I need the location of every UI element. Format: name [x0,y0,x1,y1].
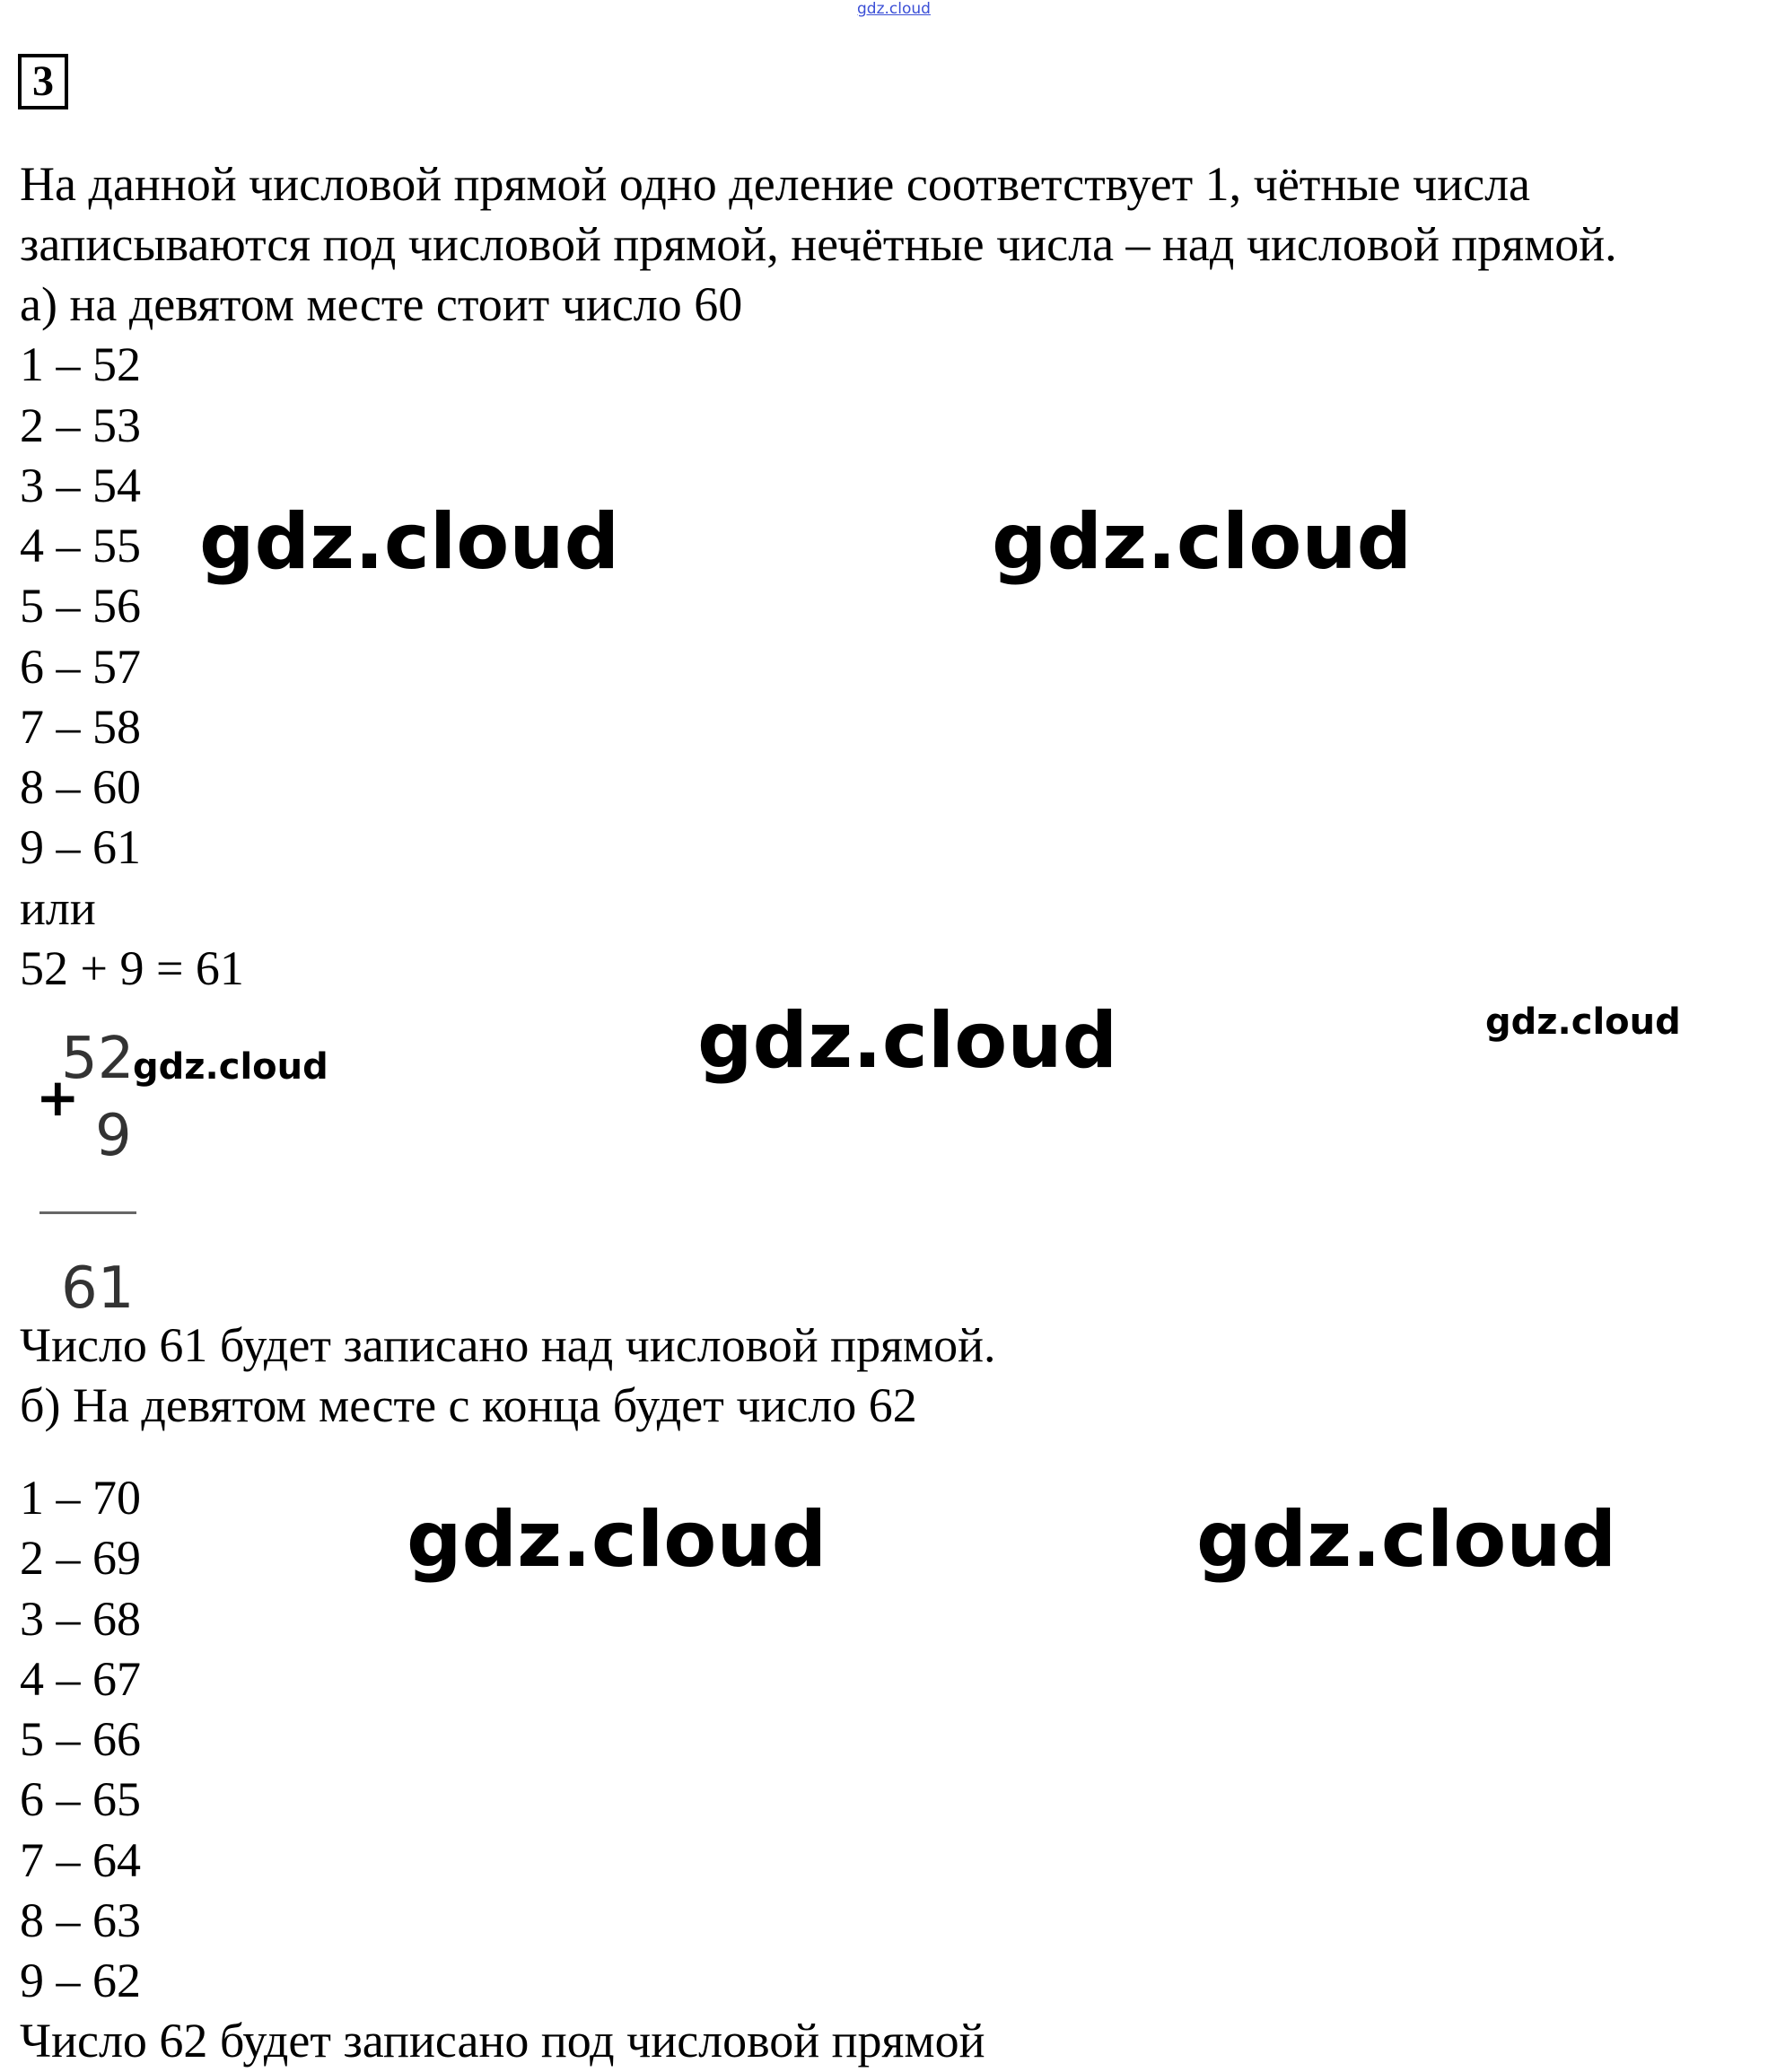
task-number-box: 3 [18,54,68,109]
watermark: gdz.cloud [1485,1001,1681,1043]
part-a-pair: 1 – 52 [20,337,141,391]
part-a-heading: а) на девятом месте стоит число 60 [20,277,743,331]
part-b-pair: 2 – 69 [20,1531,141,1585]
part-b-pair: 3 – 68 [20,1592,141,1646]
watermark: gdz.cloud [697,996,1118,1086]
top-watermark-link[interactable]: gdz.cloud [857,0,931,18]
part-b-pair: 1 – 70 [20,1471,141,1525]
column-sum-line [39,1211,136,1214]
watermark: gdz.cloud [407,1495,827,1585]
part-b-conclusion: Число 62 будет записано под числовой прямой [20,2014,985,2068]
part-b-pair: 9 – 62 [20,1954,141,2007]
part-a-conclusion: Число 61 будет записано над числовой прямой. [20,1318,996,1372]
watermark: gdz.cloud [992,497,1413,587]
part-a-pair: 6 – 57 [20,640,141,694]
column-addend-bottom: 9 [95,1103,132,1169]
part-a-or: или [20,881,96,935]
part-b-heading: б) На девятом месте с конца будет число 62 [20,1378,917,1432]
part-b-pair: 6 – 65 [20,1772,141,1826]
part-a-pair: 7 – 58 [20,700,141,754]
part-b-pair: 8 – 63 [20,1893,141,1947]
part-a-pair: 3 – 54 [20,459,141,512]
column-addend-top: 52 [61,1026,135,1092]
watermark: gdz.cloud [1196,1495,1617,1585]
part-b-pair: 5 – 66 [20,1712,141,1766]
intro-line-1: На данной числовой прямой одно деление соответствует 1, чётные числа [20,157,1530,211]
part-b-pair: 4 – 67 [20,1652,141,1706]
part-a-pair: 5 – 56 [20,579,141,633]
part-a-pair: 2 – 53 [20,398,141,452]
column-result: 61 [61,1255,135,1322]
part-a-pair: 8 – 60 [20,760,141,814]
part-a-equation: 52 + 9 = 61 [20,941,244,995]
watermark: gdz.cloud [199,497,620,587]
watermark: gdz.cloud [133,1046,328,1088]
part-b-pair: 7 – 64 [20,1833,141,1887]
intro-line-2: записываются под числовой прямой, нечётные числа – над числовой прямой. [20,217,1617,271]
part-a-pair: 9 – 61 [20,820,141,874]
column-plus-sign: + [36,1067,80,1128]
part-a-pair: 4 – 55 [20,519,141,573]
